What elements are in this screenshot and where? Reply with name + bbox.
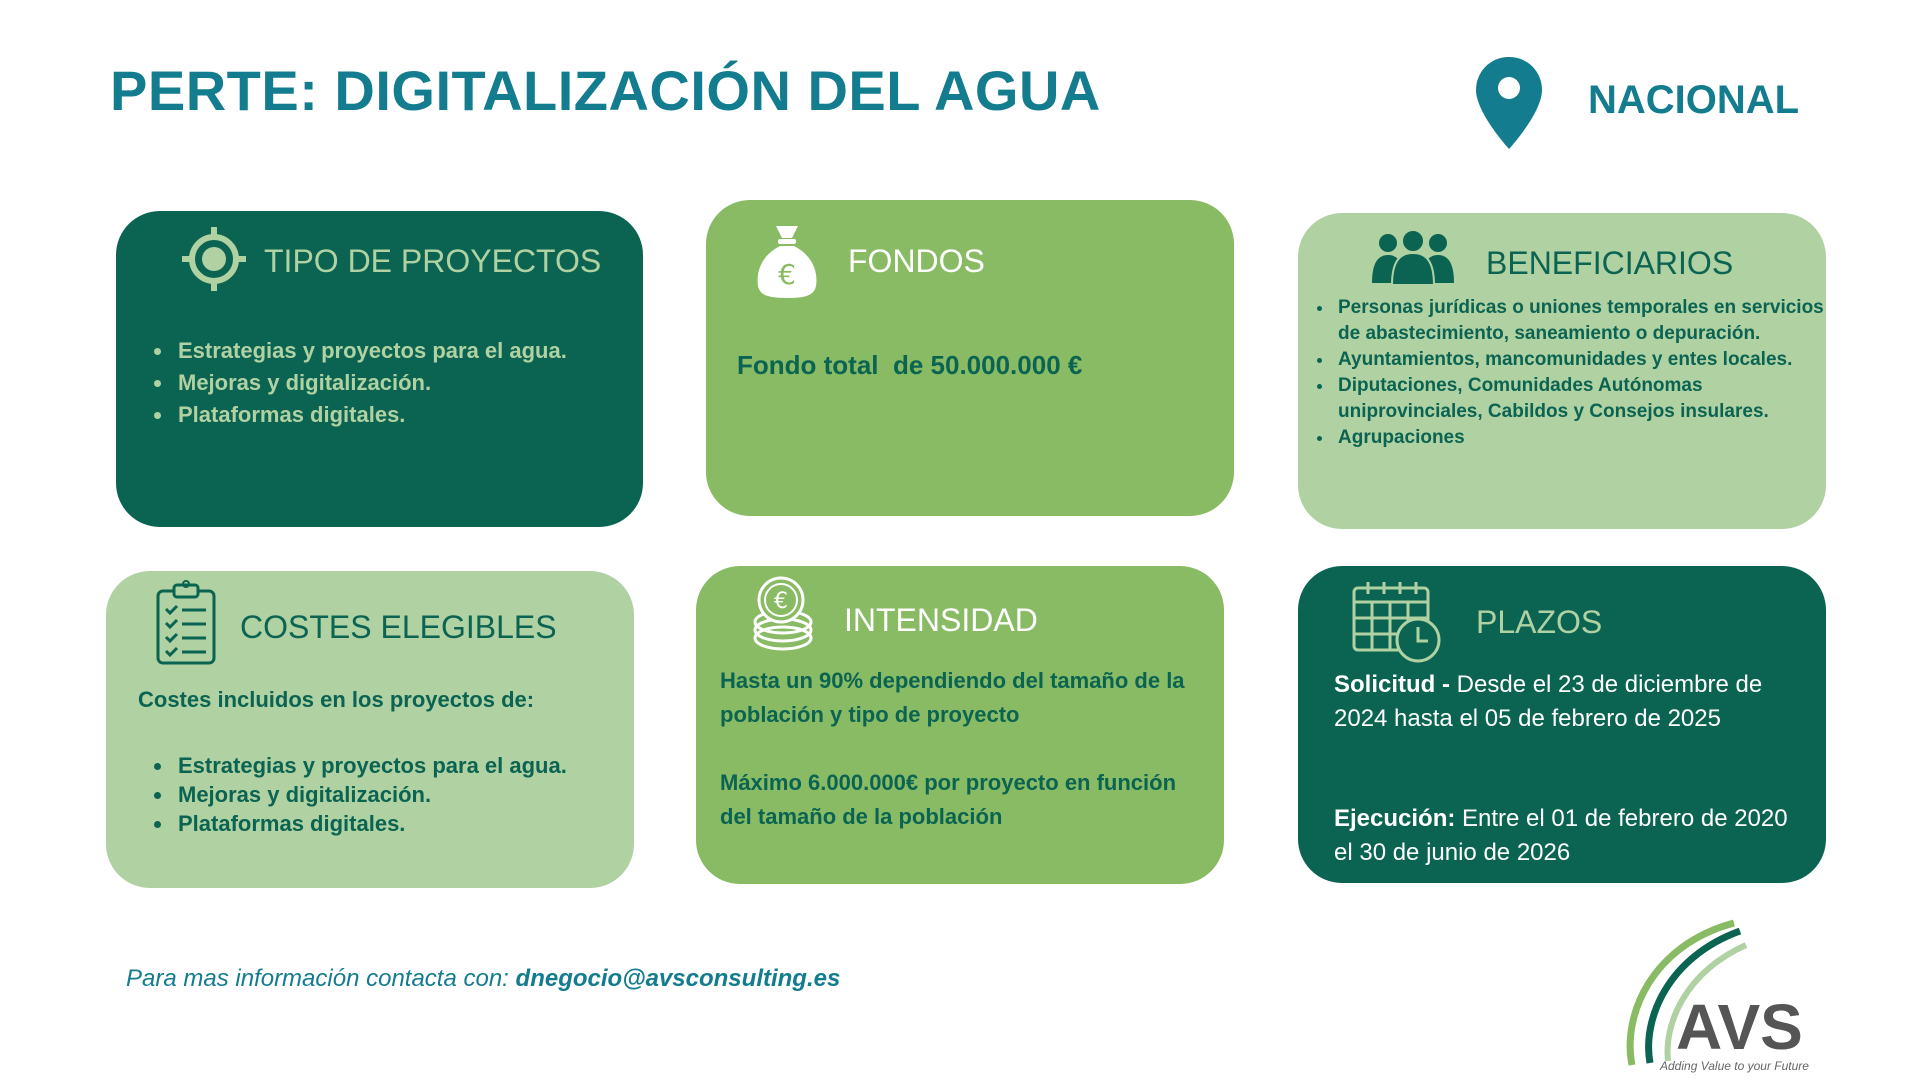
list-item: • Plataformas digitales. [174,809,584,838]
contact-email-link[interactable]: dnegocio@avsconsulting.es [515,965,841,992]
card-title: TIPO DE PROYECTOS [264,243,602,279]
card-title: INTENSIDAD [844,602,1038,638]
contact-line [126,965,840,993]
contact-prefix: Para mas información contacta con: [126,965,516,992]
target-icon [180,225,248,293]
execution-period [1334,802,1794,870]
max-amount-text: Máximo 6.000.000€ por proyecto en función del tamaño de la población [720,770,1177,829]
list-item: • Personas jurídicas o uniones temporales en servicios de abastecimiento, saneamiento o depuración. [1334,295,1832,347]
execution-text: Entre el 01 de febrero de 2020 el 30 de junio de 2026 [1334,805,1788,866]
beneficiaries-list [1312,295,1832,451]
list-item: • Estrategias y proyectos para el agua. [174,335,644,367]
list-item: • Mejoras y digitalización. [174,780,584,809]
money-bag-icon [754,222,820,300]
application-text: Desde el 23 de diciembre de 2024 hasta el 05 de febrero de 2025 [1334,671,1763,732]
application-period [1334,668,1794,736]
fund-total: Fondo total de 50.000.000 € [737,350,1083,380]
card-fondos [706,200,1234,516]
card-title: FONDOS [848,243,985,279]
card-beneficiarios [1298,213,1826,529]
card-tipo-proyectos [116,211,643,527]
svg-text:€: € [778,258,796,291]
logo-tagline: Adding Value to your Future [1660,1059,1809,1073]
card-costes-elegibles [106,571,634,888]
page-title: PERTE: DIGITALIZACIÓN DEL AGUA [110,59,1101,122]
costs-intro: Costes incluidos en los proyectos de: [138,687,535,712]
application-label: Solicitud - [1334,671,1450,698]
coin-stack-icon [748,576,818,654]
clipboard-checklist-icon [154,579,218,665]
card-intensidad [696,566,1224,884]
list-item: • Estrategias y proyectos para el agua. [174,751,584,780]
logo-text: AVS [1676,991,1803,1063]
card-plazos [1298,566,1826,883]
list-item: • Diputaciones, Comunidades Autónomas uniprovinciales, Cabildos y Consejos insulares. [1334,373,1832,425]
location-pin-icon [1474,55,1544,151]
execution-label: Ejecución: [1334,805,1456,832]
list-item: • Plataformas digitales. [174,399,644,431]
avs-logo [1612,915,1832,1075]
scope-label: NACIONAL [1588,78,1800,122]
card-title: BENEFICIARIOS [1486,245,1734,281]
project-type-list [152,335,644,431]
costs-list [152,751,584,838]
list-item: • Ayuntamientos, mancomunidades y entes locales. [1334,347,1832,373]
card-title: PLAZOS [1476,604,1603,640]
list-item: • Agrupaciones [1334,425,1832,451]
people-group-icon [1370,229,1456,285]
svg-text:€: € [774,589,788,614]
calendar-clock-icon [1350,580,1442,664]
list-item: • Mejoras y digitalización. [174,367,644,399]
card-title: COSTES ELEGIBLES [240,609,557,645]
intensity-text: Hasta un 90% dependiendo del tamaño de la población y tipo de proyecto [720,668,1185,727]
